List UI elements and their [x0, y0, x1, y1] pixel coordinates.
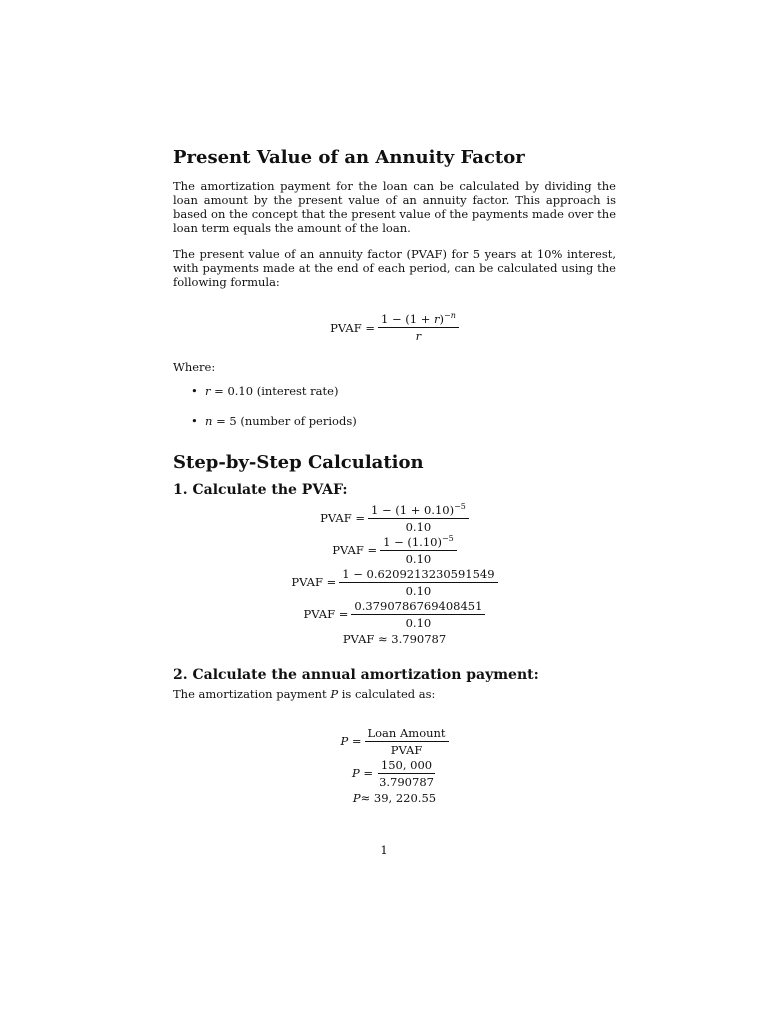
variable-list: [173, 384, 616, 428]
page-number: 1: [380, 843, 388, 857]
eq-lhs: PVAF =: [320, 511, 365, 525]
eq-denominator: PVAF: [390, 742, 423, 757]
list-item: [173, 414, 616, 428]
formula-num-r: r: [434, 312, 440, 326]
formula-lhs: PVAF =: [330, 320, 375, 335]
eq-num-text: 1 − (1 + 0.10): [370, 502, 455, 517]
var-r-desc: = 0.10 (interest rate): [210, 384, 339, 398]
eq-lhs: P =: [352, 766, 374, 780]
eq-lhs: PVAF =: [332, 543, 378, 557]
eq-lhs: PVAF =: [291, 575, 337, 589]
result-value: ≈ 39, 220.55: [360, 791, 437, 805]
step2-intro-var: P: [330, 687, 339, 701]
formula-num-part-b: ): [439, 312, 444, 326]
eq-denominator: 0.10: [405, 551, 432, 566]
eq-denominator: 0.10: [405, 519, 432, 534]
step2-equations: [173, 725, 616, 807]
eq-exponent: −5: [441, 533, 454, 543]
eq-numerator: 150, 000: [378, 758, 435, 774]
pvaf-paragraph: The present value of an annuity factor (PVAF) for 5 years at 10% interest, with payments made at the end of each period, can be calculated using the following formula:: [173, 247, 616, 289]
eq-exponent: −5: [454, 501, 466, 511]
intro-paragraph: The amortization payment for the loan can be calculated by dividing the loan amount by the present value of an annuity factor. This approach is based on the concept that the present value of the payments made over the loan term equals the amount of the loan.: [173, 179, 616, 235]
page-content: [173, 146, 616, 807]
eq-fraction: [376, 758, 437, 789]
eq-lhs: P =: [340, 734, 362, 748]
bullet-icon: •: [191, 384, 198, 398]
step2-intro-b: is calculated as:: [338, 687, 436, 701]
list-item: [173, 384, 616, 398]
formula-exponent: −n: [444, 311, 456, 320]
step2-title: 2. Calculate the annual amortization payment:: [173, 667, 539, 683]
eq-numerator: Loan Amount: [365, 726, 449, 742]
var-r: r: [205, 384, 211, 398]
step1-title: 1. Calculate the PVAF:: [173, 482, 348, 498]
eq-denominator: 0.10: [405, 583, 432, 598]
step2-eq-2: [352, 757, 437, 789]
eq-denominator: 3.790787: [379, 774, 434, 789]
step1-eq-4: [304, 598, 486, 630]
eq-numerator: 1 − 0.6209213230591549: [339, 567, 497, 583]
formula-num-part-a: 1 − (1 +: [380, 312, 434, 326]
eq-numerator: [380, 535, 457, 551]
eq-lhs-var: P: [352, 766, 360, 780]
eq-num-text: 1 − (1.10): [383, 534, 442, 549]
step2-intro-a: The amortization payment: [173, 687, 331, 701]
eq-fraction: [380, 535, 457, 566]
var-n-desc: = 5 (number of periods): [212, 414, 357, 428]
eq-lhs: PVAF =: [303, 607, 349, 621]
where-label: Where:: [173, 360, 216, 374]
eq-fraction: [351, 599, 485, 630]
eq-fraction: [339, 567, 497, 598]
step2-eq-1: [340, 725, 448, 757]
eq-numerator: [368, 503, 469, 519]
section-title-pvaf: Present Value of an Annuity Factor: [173, 147, 525, 168]
step1-eq-1: [320, 502, 469, 534]
step2-intro: [173, 687, 616, 701]
formula-denominator: r: [415, 329, 422, 343]
step1-eq-2: [332, 534, 456, 566]
formula-fraction: [378, 312, 459, 343]
result-var: P: [352, 791, 361, 805]
eq-numerator: 0.3790786769408451: [351, 599, 485, 615]
step2-result: [353, 789, 436, 807]
step1-eq-3: [291, 566, 497, 598]
pvaf-formula: [173, 312, 616, 343]
formula-numerator: [378, 312, 459, 328]
eq-lhs-var: P: [340, 734, 349, 748]
bullet-icon: •: [191, 414, 198, 428]
section-title-steps: Step-by-Step Calculation: [173, 452, 424, 473]
eq-denominator: 0.10: [405, 615, 432, 630]
var-n: n: [205, 414, 213, 428]
step1-equations: [173, 502, 616, 648]
eq-fraction: [365, 726, 449, 757]
eq-fraction: [368, 503, 469, 534]
step1-result: PVAF ≈ 3.790787: [342, 632, 447, 646]
